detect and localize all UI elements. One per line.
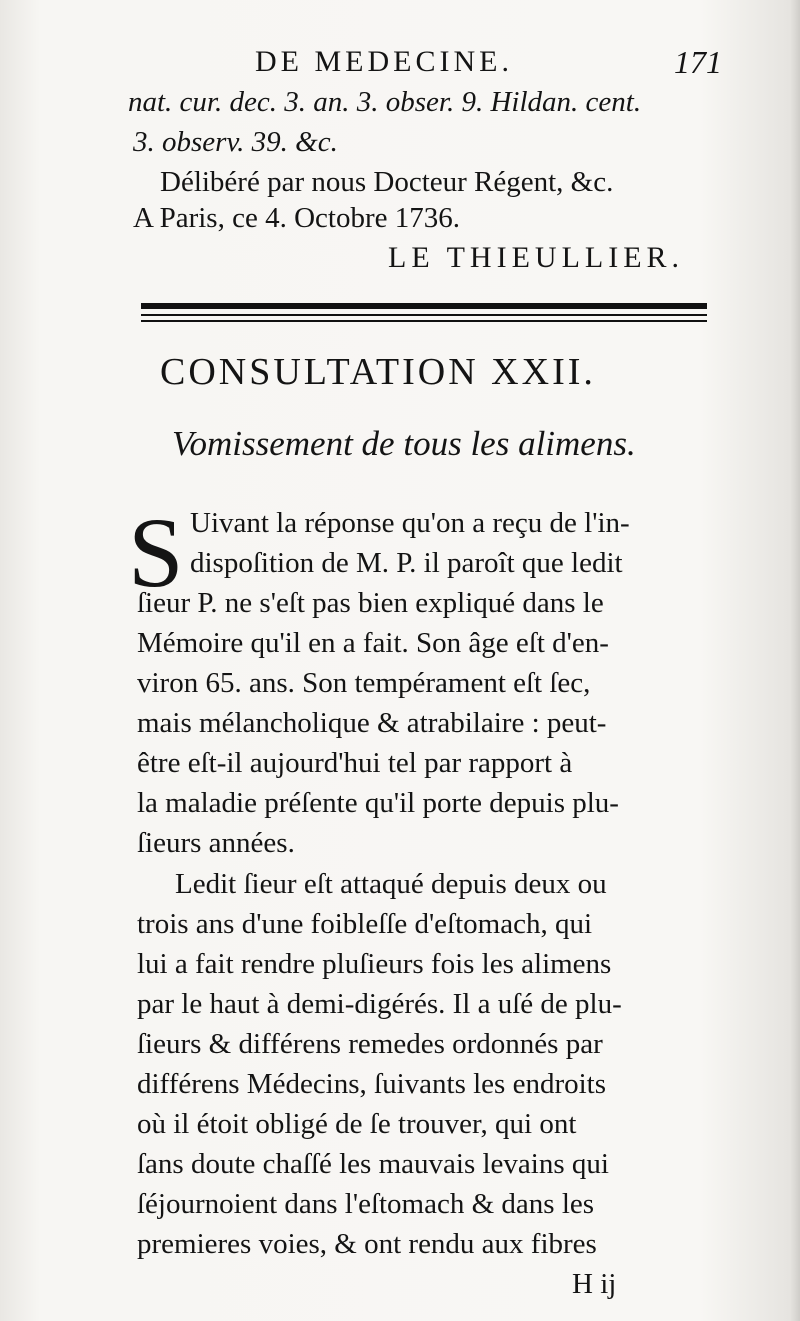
text-line-19: premieres voies, & ont rendu aux fibres bbox=[137, 1228, 597, 1260]
thin-rule-1 bbox=[141, 314, 707, 316]
consultation-subtitle: Vomissement de tous les alimens. bbox=[172, 424, 636, 463]
text-line-5: viron 65. ans. Son tempérament eſt ſec, bbox=[137, 667, 591, 699]
consultation-title: CONSULTATION XXII. bbox=[160, 351, 596, 393]
reference-line-2: 3. observ. 39. &c. bbox=[133, 126, 338, 158]
text-line-18: ſéjournoient dans l'eſtomach & dans les bbox=[137, 1188, 595, 1220]
running-title: DE MEDECINE. bbox=[255, 45, 513, 78]
deliberation-line: Délibéré par nous Docteur Régent, &c. bbox=[160, 166, 614, 198]
text-line-4: Mémoire qu'il en a fait. Son âge eſt d'en- bbox=[137, 627, 609, 659]
text-line-1: Uivant la réponse qu'on a reçu de l'in- bbox=[190, 507, 630, 539]
reference-line-1: nat. cur. dec. 3. an. 3. obser. 9. Hildan. cent. bbox=[128, 86, 642, 118]
text-line-13: par le haut à demi-digérés. Il a uſé de plu- bbox=[137, 988, 622, 1020]
thin-rule-2 bbox=[141, 320, 707, 322]
text-line-9: ſieurs années. bbox=[137, 827, 295, 859]
text-line-6: mais mélancholique & atrabilaire : peut- bbox=[137, 707, 607, 739]
drop-cap: S bbox=[128, 497, 184, 608]
page-number: 171 bbox=[674, 44, 722, 80]
text-line-15: différens Médecins, ſuivants les endroits bbox=[137, 1068, 606, 1100]
text-line-8: la maladie préſente qu'il porte depuis plu- bbox=[137, 787, 619, 819]
text-line-12: lui a fait rendre pluſieurs fois les alimens bbox=[137, 948, 612, 980]
text-line-2: dispoſition de M. P. il paroît que ledit bbox=[190, 547, 623, 579]
text-line-3: ſieur P. ne s'eſt pas bien expliqué dans le bbox=[137, 587, 604, 619]
text-line-14: ſieurs & différens remedes ordonnés par bbox=[137, 1028, 603, 1060]
thick-rule bbox=[141, 303, 707, 309]
text-line-10: Ledit ſieur eſt attaqué depuis deux ou bbox=[175, 868, 607, 900]
text-line-16: où il étoit obligé de ſe trouver, qui ont bbox=[137, 1108, 577, 1140]
text-line-11: trois ans d'une foibleſſe d'eſtomach, qui bbox=[137, 908, 593, 940]
signature: LE THIEULLIER. bbox=[388, 241, 685, 274]
text-line-7: être eſt-il aujourd'hui tel par rapport à bbox=[137, 747, 573, 779]
signature-mark: H ij bbox=[572, 1268, 617, 1300]
text-line-17: ſans doute chaſſé les mauvais levains qui bbox=[137, 1148, 609, 1180]
date-line: A Paris, ce 4. Octobre 1736. bbox=[133, 202, 460, 234]
